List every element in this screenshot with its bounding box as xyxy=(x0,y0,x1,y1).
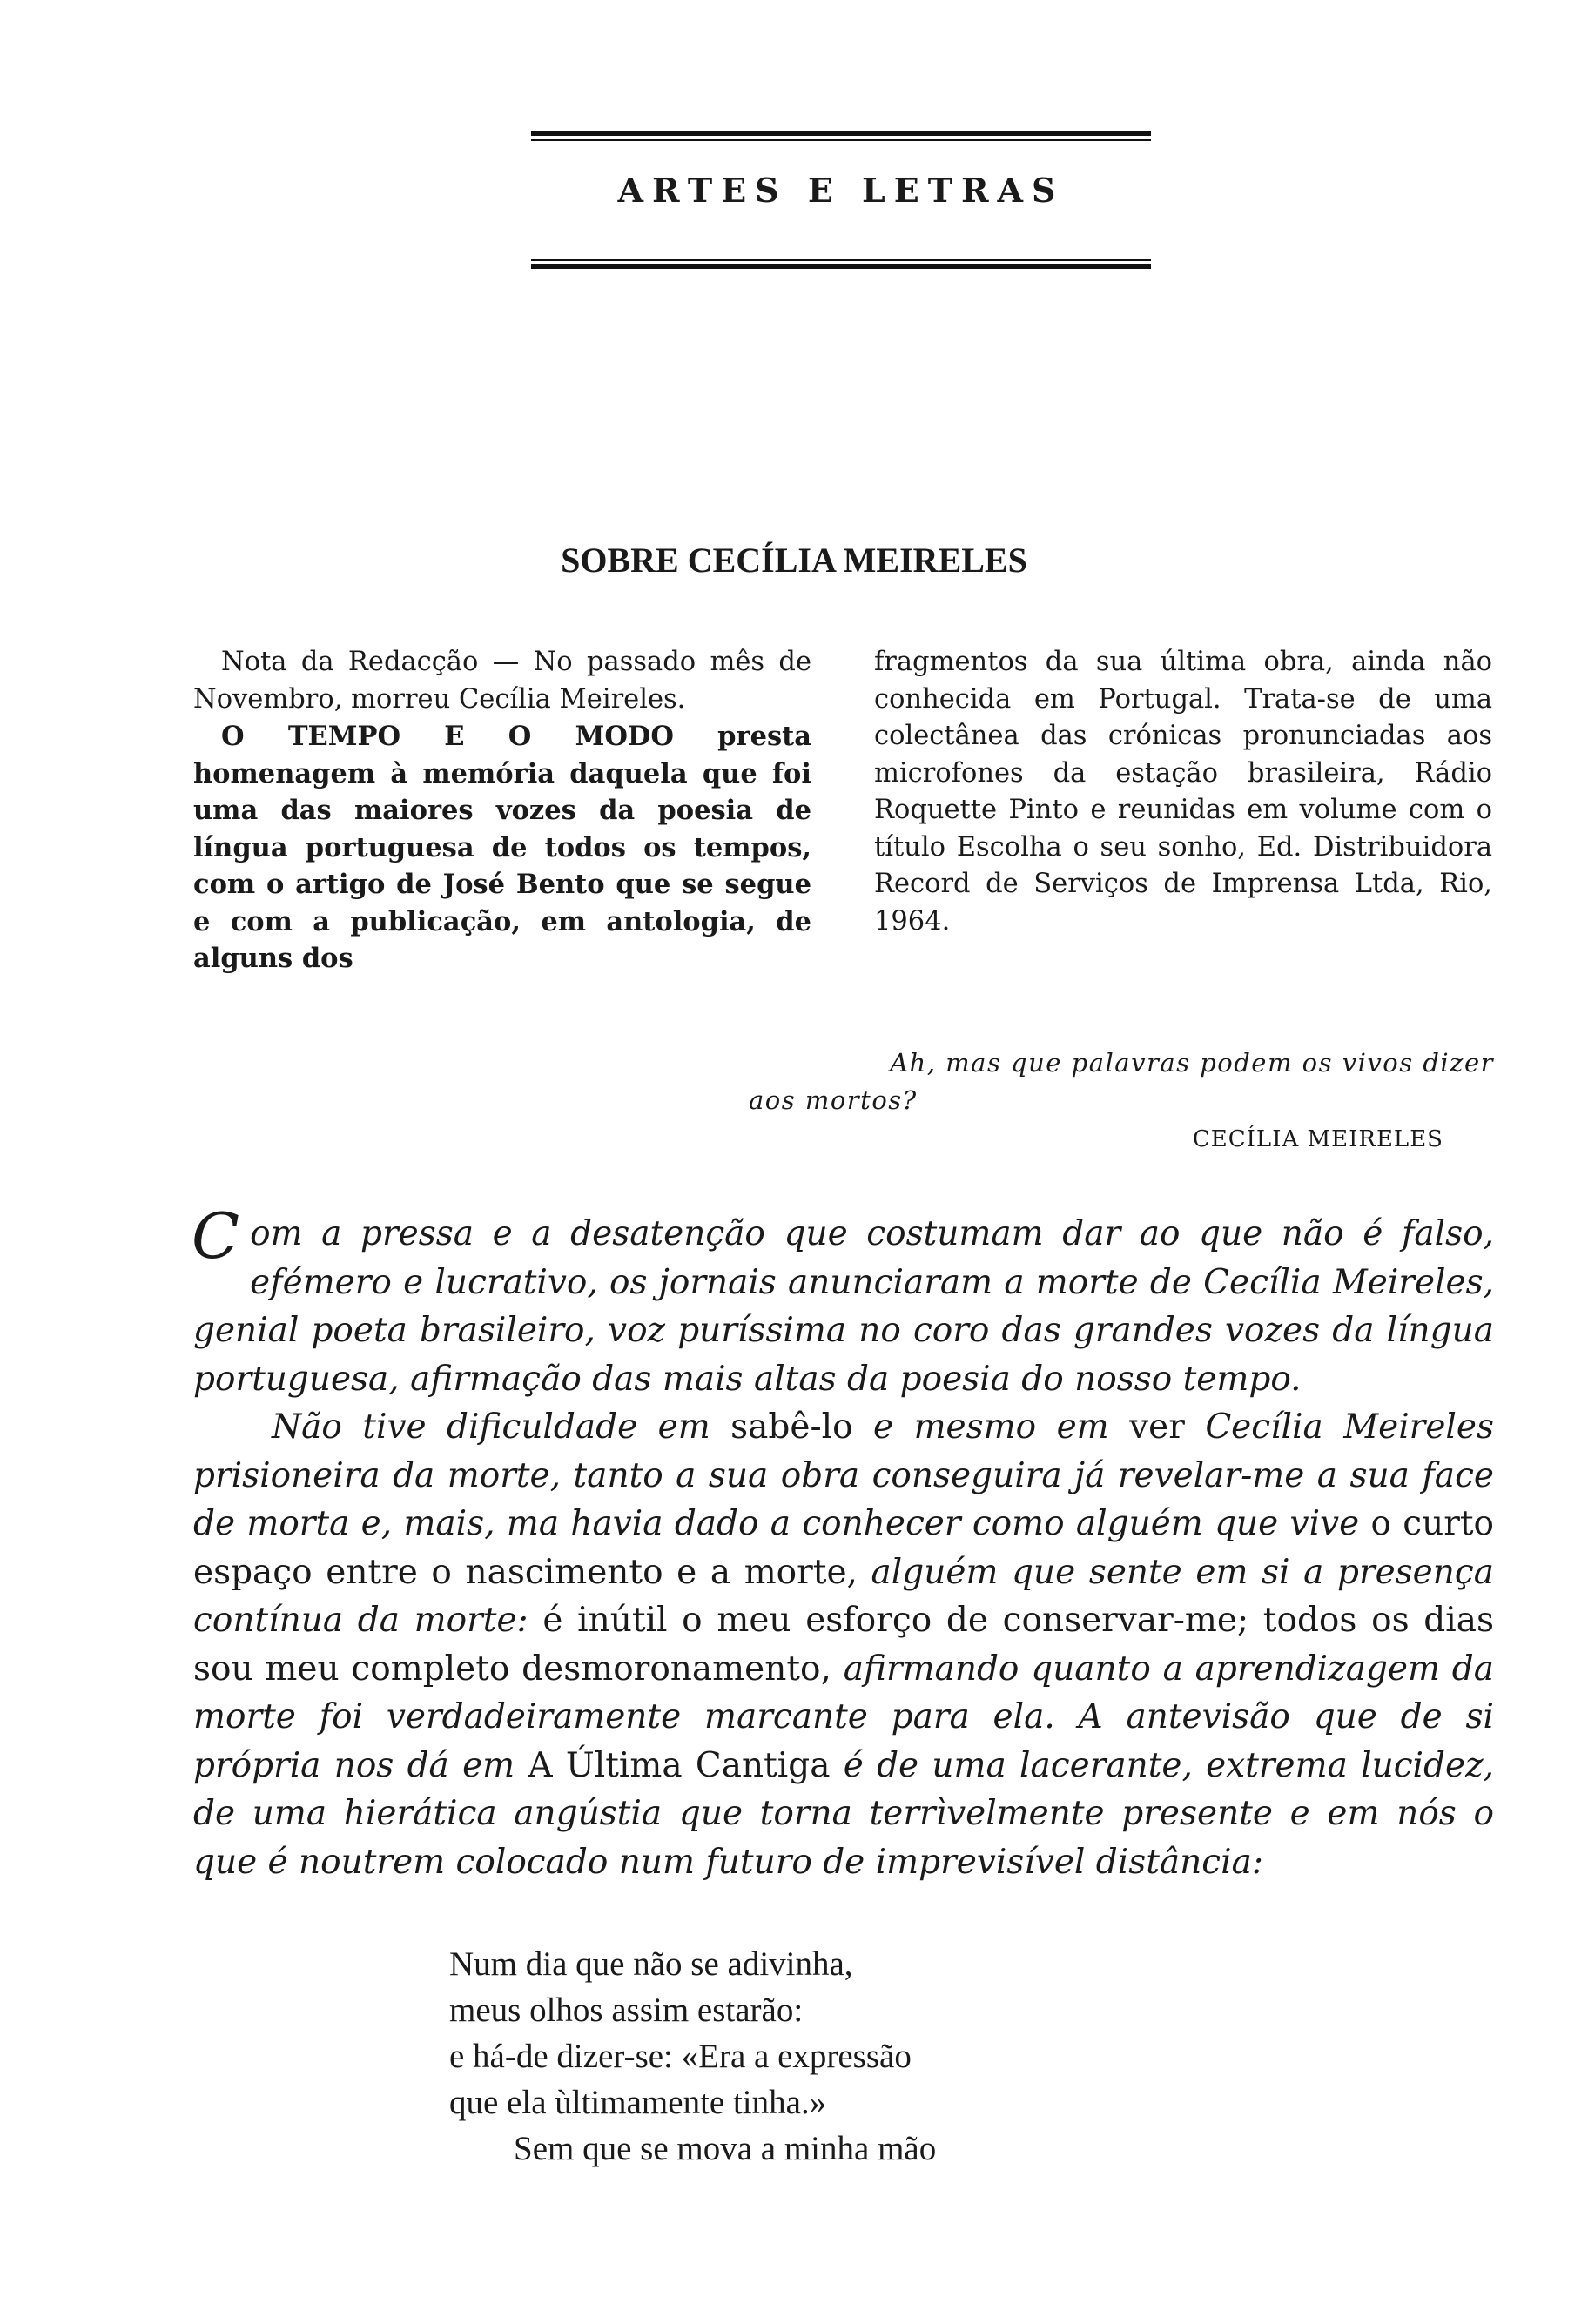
body-text-run: ver xyxy=(1129,1407,1185,1447)
poem-line: que ela ùltimamente tinha.» xyxy=(449,2084,827,2121)
quoted-text: o curto espaço entre o nascimento e a morte, xyxy=(193,1504,1494,1592)
body-text-run: afirmando quanto a aprendizagem da morte foi verdadeiramente marcante para ela. A antevisão que de si própria nos dá em xyxy=(193,1649,1494,1785)
body-paragraph-1-text: om a pressa e a desatenção que costumam dar ao que não é falso, efémero e lucrativo, os jornais anunciaram a morte de Cecília Meireles, genial poeta brasileiro, voz puríssima no coro das grandes vozes da língua portuguesa, afirmação das mais altas da poesia do nosso tempo. xyxy=(193,1214,1494,1399)
poem-line: meus olhos assim estarão: xyxy=(449,1992,804,2029)
poem-line: Sem que se mova a minha mão xyxy=(514,2130,937,2167)
editors-note-left xyxy=(193,644,811,977)
epigraph-attribution: CECÍLIA MEIRELES xyxy=(1192,1126,1443,1152)
body-paragraph-2 xyxy=(193,1403,1494,1886)
top-rule-thin xyxy=(531,139,1151,141)
book-title: A Última Cantiga xyxy=(528,1745,831,1785)
body-text-run: sabê-lo xyxy=(730,1407,853,1447)
editors-note-body: O TEMPO E O MODO presta homenagem à memória daquela que foi uma das maiores vozes da poesia de língua portuguesa de todos os tempos, com o artigo de José Bento que se segue e com a publicação, em antologia, de alguns dos xyxy=(193,721,811,974)
epigraph-line-2: aos mortos? xyxy=(749,1085,918,1115)
quoted-text: é inútil o meu esforço de conservar-me; todos os dias sou meu completo desmoronamento, xyxy=(193,1601,1494,1689)
drop-cap: C xyxy=(192,1199,240,1273)
poem xyxy=(449,1941,936,2172)
body-text-run: Não tive dificuldade em xyxy=(272,1407,731,1447)
poem-line: Num dia que não se adivinha, xyxy=(449,1945,853,1983)
article-body xyxy=(192,1199,1495,1886)
section-heading: ARTES E LETRAS xyxy=(617,171,1065,210)
body-paragraph-1 xyxy=(192,1199,1494,1403)
top-rule xyxy=(531,131,1151,136)
epigraph xyxy=(749,1044,1494,1119)
editors-note-intro: Nota da Redacção — No passado mês de Novembro, morreu Cecília Meireles. xyxy=(193,647,811,715)
poem-line: e há-de dizer-se: «Era a expressão xyxy=(449,2038,912,2075)
epigraph-line-1: Ah, mas que palavras podem os vivos dizer xyxy=(890,1048,1494,1078)
editors-note-right xyxy=(874,644,1492,940)
body-text-run: alguém que sente em si a presença contínua da morte: xyxy=(193,1552,1494,1640)
body-text-run: é de uma lacerante, extrema lucidez, de uma hierática angústia que torna terrìvelmente presente e em nós o que é noutrem colocado num futuro de imprevisível distância: xyxy=(193,1745,1495,1882)
article-title: SOBRE CECÍLIA MEIRELES xyxy=(561,541,1027,580)
bottom-rule-thin xyxy=(531,259,1151,261)
editors-note-continuation: fragmentos da sua última obra, ainda não conhecida em Portugal. Trata-se de uma colectânea das crónicas pronunciadas aos microfones da estação brasileira, Rádio Roquette Pinto e reunidas em volume com o título Escolha o seu sonho, Ed. Distribuidora Record de Serviços de Imprensa Ltda, Rio, 1964. xyxy=(874,647,1492,937)
bottom-rule xyxy=(531,264,1151,269)
body-text-run: Cecília Meireles prisioneira da morte, tanto a sua obra conseguira já revelar-me a sua face de morta e, mais, ma havia dado a conhecer como alguém que vive xyxy=(193,1407,1494,1543)
body-text-run: e mesmo em xyxy=(852,1407,1130,1447)
